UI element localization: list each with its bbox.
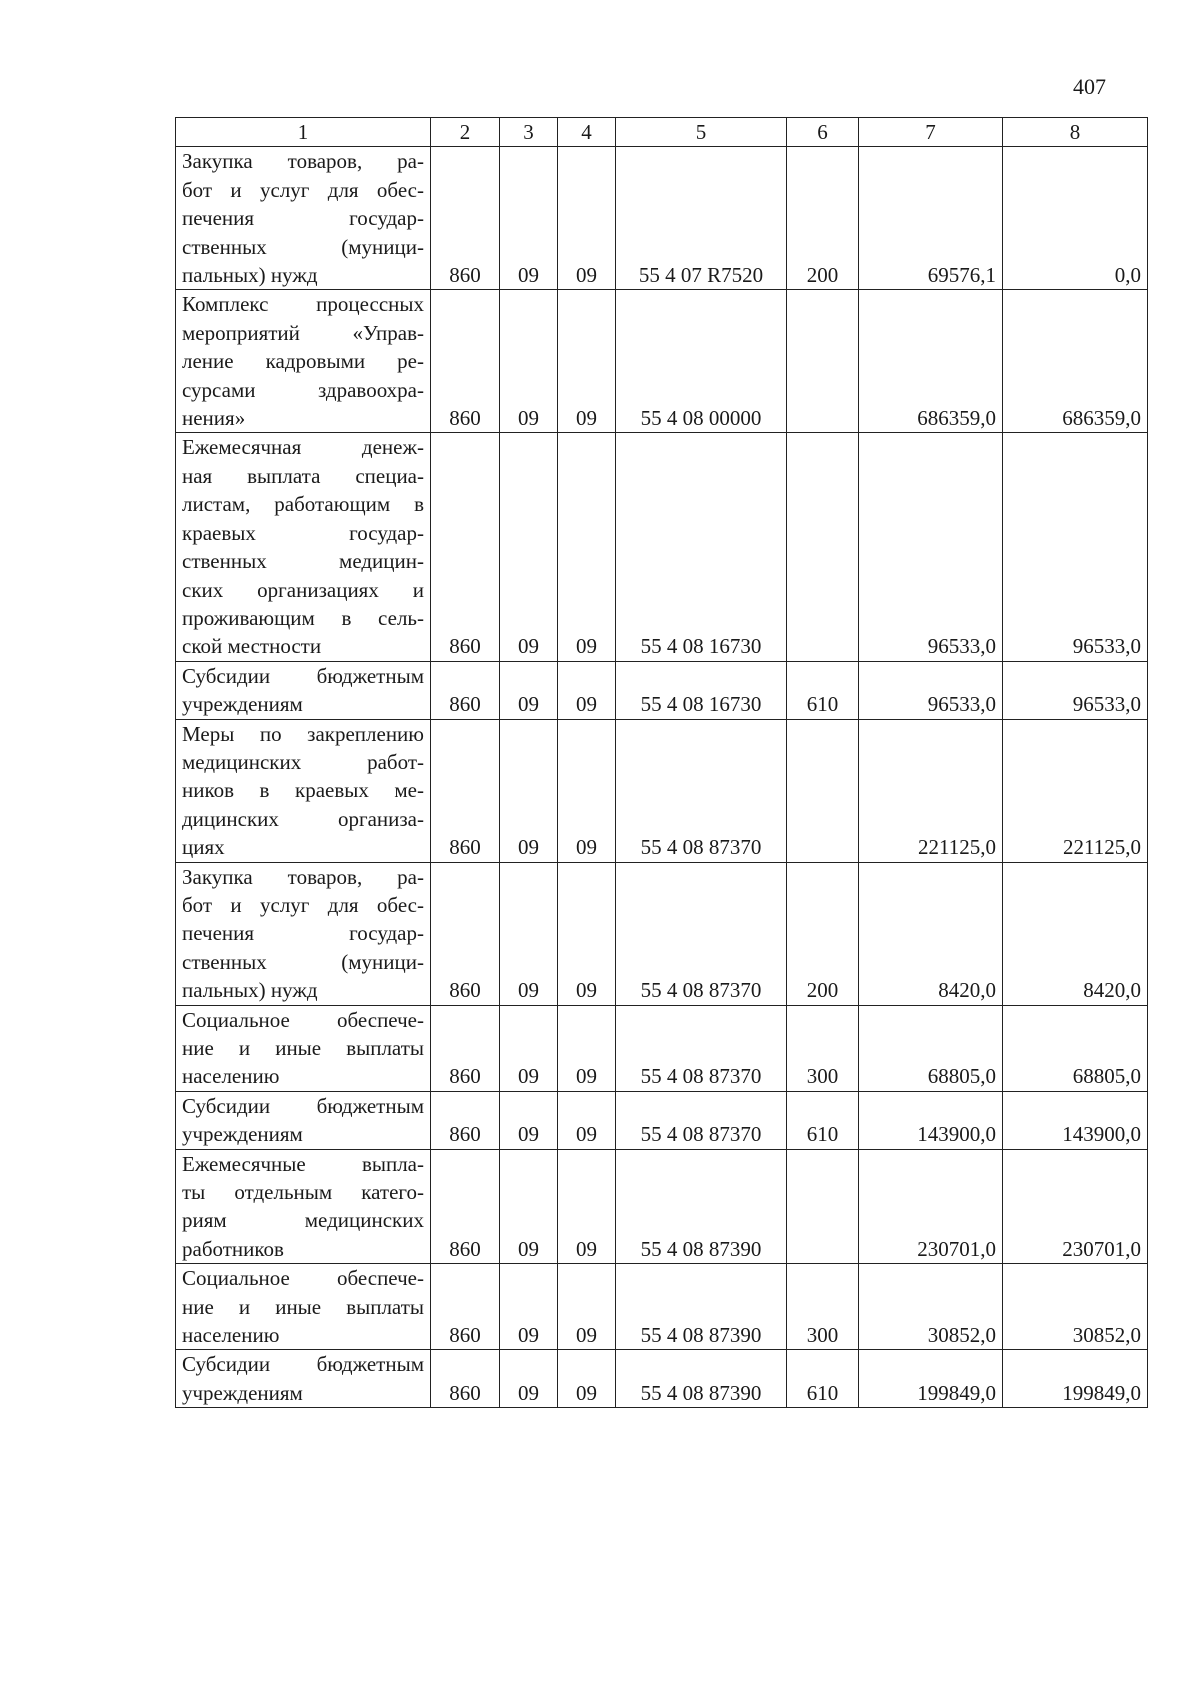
- row-name-line: Ежемесячная денеж-: [182, 435, 424, 460]
- subsection-code: 09: [558, 661, 616, 719]
- amount-year-2: 30852,0: [1003, 1264, 1148, 1350]
- row-name-line: Субсидии бюджетным: [182, 663, 424, 688]
- target-article-code: 55 4 08 87390: [616, 1350, 787, 1408]
- target-article-code: 55 4 08 16730: [616, 433, 787, 661]
- target-article-code: 55 4 08 16730: [616, 661, 787, 719]
- target-article-code: 55 4 08 87370: [616, 1091, 787, 1149]
- target-article-code: 55 4 08 87370: [616, 719, 787, 862]
- subsection-code: 09: [558, 433, 616, 661]
- amount-year-1: 230701,0: [859, 1149, 1003, 1264]
- row-name-line: ников в краевых ме-: [182, 778, 424, 803]
- subsection-code: 09: [500, 433, 558, 661]
- row-name-line: печения государ-: [182, 921, 424, 946]
- row-name-line: пальных) нужд: [182, 263, 318, 288]
- row-name-line: Закупка товаров, ра-: [182, 864, 424, 889]
- row-name-line: Закупка товаров, ра-: [182, 149, 424, 174]
- row-name: [176, 661, 431, 719]
- row-name-line: Комплекс процессных: [182, 292, 424, 317]
- expense-type-code: [787, 719, 859, 862]
- subsection-code: 09: [558, 290, 616, 433]
- target-article-code: 55 4 08 87370: [616, 862, 787, 1005]
- subsection-code: 09: [500, 1091, 558, 1149]
- section-code: 860: [431, 1005, 500, 1091]
- row-name: [176, 1350, 431, 1408]
- table-row: [176, 1149, 1148, 1264]
- row-name-line: риям медицинских: [182, 1208, 424, 1233]
- subsection-code: 09: [500, 1149, 558, 1264]
- column-header: 3: [500, 118, 558, 147]
- amount-year-1: 96533,0: [859, 433, 1003, 661]
- table-row: [176, 1005, 1148, 1091]
- section-code: 860: [431, 1350, 500, 1408]
- subsection-code: 09: [500, 1005, 558, 1091]
- row-name-line: Субсидии бюджетным: [182, 1352, 424, 1377]
- row-name-line: печения государ-: [182, 206, 424, 231]
- expense-type-code: 610: [787, 661, 859, 719]
- amount-year-2: 8420,0: [1003, 862, 1148, 1005]
- page-number: 407: [1073, 74, 1106, 99]
- row-name-line: нения»: [182, 406, 246, 431]
- row-name-line: ты отдельным катего-: [182, 1180, 424, 1205]
- subsection-code: 09: [500, 1350, 558, 1408]
- column-header: 4: [558, 118, 616, 147]
- amount-year-2: 96533,0: [1003, 661, 1148, 719]
- row-name: [176, 862, 431, 1005]
- amount-year-1: 69576,1: [859, 147, 1003, 290]
- column-header: 7: [859, 118, 1003, 147]
- expense-type-code: 300: [787, 1264, 859, 1350]
- table-row: [176, 719, 1148, 862]
- column-header: 8: [1003, 118, 1148, 147]
- amount-year-2: 686359,0: [1003, 290, 1148, 433]
- amount-year-1: 68805,0: [859, 1005, 1003, 1091]
- amount-year-1: 686359,0: [859, 290, 1003, 433]
- table-row: [176, 1091, 1148, 1149]
- expense-type-code: 200: [787, 147, 859, 290]
- table-row: [176, 147, 1148, 290]
- subsection-code: 09: [500, 147, 558, 290]
- row-name-line: учреждениям: [182, 1380, 303, 1405]
- row-name-line: ственных (муници-: [182, 234, 424, 259]
- amount-year-1: 8420,0: [859, 862, 1003, 1005]
- expense-type-code: [787, 433, 859, 661]
- target-article-code: 55 4 08 87370: [616, 1005, 787, 1091]
- row-name-line: краевых государ-: [182, 520, 424, 545]
- expense-type-code: [787, 1149, 859, 1264]
- amount-year-1: 199849,0: [859, 1350, 1003, 1408]
- row-name: [176, 1149, 431, 1264]
- column-header: 1: [176, 118, 431, 147]
- subsection-code: 09: [500, 1264, 558, 1350]
- section-code: 860: [431, 719, 500, 862]
- expense-type-code: 300: [787, 1005, 859, 1091]
- row-name-line: дицинских организа-: [182, 806, 424, 831]
- row-name-line: ление кадровыми ре-: [182, 349, 424, 374]
- amount-year-2: 230701,0: [1003, 1149, 1148, 1264]
- row-name-line: проживающим в сель-: [182, 605, 424, 630]
- subsection-code: 09: [558, 1350, 616, 1408]
- header-row: [176, 118, 1148, 147]
- table-header: [176, 118, 1148, 147]
- row-name-line: работников: [182, 1236, 284, 1261]
- subsection-code: 09: [558, 719, 616, 862]
- amount-year-1: 30852,0: [859, 1264, 1003, 1350]
- row-name: [176, 290, 431, 433]
- row-name-line: листам, работающим в: [182, 492, 424, 517]
- expense-type-code: 610: [787, 1350, 859, 1408]
- row-name-line: ских организациях и: [182, 577, 424, 602]
- row-name-line: населению: [182, 1323, 280, 1348]
- section-code: 860: [431, 1091, 500, 1149]
- subsection-code: 09: [558, 862, 616, 1005]
- row-name-line: циях: [182, 835, 225, 860]
- expense-type-code: [787, 290, 859, 433]
- row-name: [176, 1091, 431, 1149]
- row-name-line: Социальное обеспече-: [182, 1007, 424, 1032]
- row-name-line: населению: [182, 1064, 280, 1089]
- row-name-line: ственных медицин-: [182, 549, 424, 574]
- section-code: 860: [431, 1149, 500, 1264]
- row-name: [176, 719, 431, 862]
- row-name-line: Ежемесячные выпла-: [182, 1151, 424, 1176]
- row-name-line: учреждениям: [182, 692, 303, 717]
- subsection-code: 09: [500, 661, 558, 719]
- row-name-line: медицинских работ-: [182, 749, 424, 774]
- amount-year-2: 199849,0: [1003, 1350, 1148, 1408]
- row-name-line: бот и услуг для обес-: [182, 177, 424, 202]
- section-code: 860: [431, 290, 500, 433]
- row-name: [176, 147, 431, 290]
- expense-type-code: 610: [787, 1091, 859, 1149]
- table-row: [176, 433, 1148, 661]
- amount-year-2: 96533,0: [1003, 433, 1148, 661]
- subsection-code: 09: [500, 719, 558, 862]
- subsection-code: 09: [500, 862, 558, 1005]
- section-code: 860: [431, 862, 500, 1005]
- table-row: [176, 1350, 1148, 1408]
- row-name-line: ской местности: [182, 634, 322, 659]
- row-name-line: ная выплата специа-: [182, 463, 424, 488]
- row-name-line: мероприятий «Управ-: [182, 320, 424, 345]
- amount-year-1: 96533,0: [859, 661, 1003, 719]
- section-code: 860: [431, 147, 500, 290]
- row-name-line: ние и иные выплаты: [182, 1294, 424, 1319]
- row-name-line: ние и иные выплаты: [182, 1036, 424, 1060]
- amount-year-1: 221125,0: [859, 719, 1003, 862]
- amount-year-2: 221125,0: [1003, 719, 1148, 862]
- subsection-code: 09: [558, 147, 616, 290]
- row-name: [176, 433, 431, 661]
- row-name: [176, 1005, 431, 1091]
- table-row: [176, 862, 1148, 1005]
- table-body: [176, 147, 1148, 1408]
- target-article-code: 55 4 07 R7520: [616, 147, 787, 290]
- subsection-code: 09: [558, 1005, 616, 1091]
- amount-year-1: 143900,0: [859, 1091, 1003, 1149]
- expense-type-code: 200: [787, 862, 859, 1005]
- subsection-code: 09: [558, 1264, 616, 1350]
- column-header: 5: [616, 118, 787, 147]
- table-row: [176, 1264, 1148, 1350]
- subsection-code: 09: [558, 1091, 616, 1149]
- subsection-code: 09: [500, 290, 558, 433]
- amount-year-2: 143900,0: [1003, 1091, 1148, 1149]
- row-name-line: Меры по закреплению: [182, 721, 424, 746]
- column-header: 2: [431, 118, 500, 147]
- subsection-code: 09: [558, 1149, 616, 1264]
- amount-year-2: 68805,0: [1003, 1005, 1148, 1091]
- section-code: 860: [431, 661, 500, 719]
- table-row: [176, 661, 1148, 719]
- row-name-line: Субсидии бюджетным: [182, 1093, 424, 1118]
- target-article-code: 55 4 08 00000: [616, 290, 787, 433]
- column-header: 6: [787, 118, 859, 147]
- amount-year-2: 0,0: [1003, 147, 1148, 290]
- row-name-line: бот и услуг для обес-: [182, 892, 424, 917]
- row-name-line: Социальное обеспече-: [182, 1266, 424, 1291]
- row-name-line: сурсами здравоохра-: [182, 377, 424, 402]
- row-name-line: учреждениям: [182, 1122, 303, 1147]
- row-name-line: пальных) нужд: [182, 978, 318, 1003]
- section-code: 860: [431, 433, 500, 661]
- target-article-code: 55 4 08 87390: [616, 1264, 787, 1350]
- table-row: [176, 290, 1148, 433]
- row-name-line: ственных (муници-: [182, 949, 424, 974]
- section-code: 860: [431, 1264, 500, 1350]
- budget-table: [175, 117, 1148, 1408]
- target-article-code: 55 4 08 87390: [616, 1149, 787, 1264]
- row-name: [176, 1264, 431, 1350]
